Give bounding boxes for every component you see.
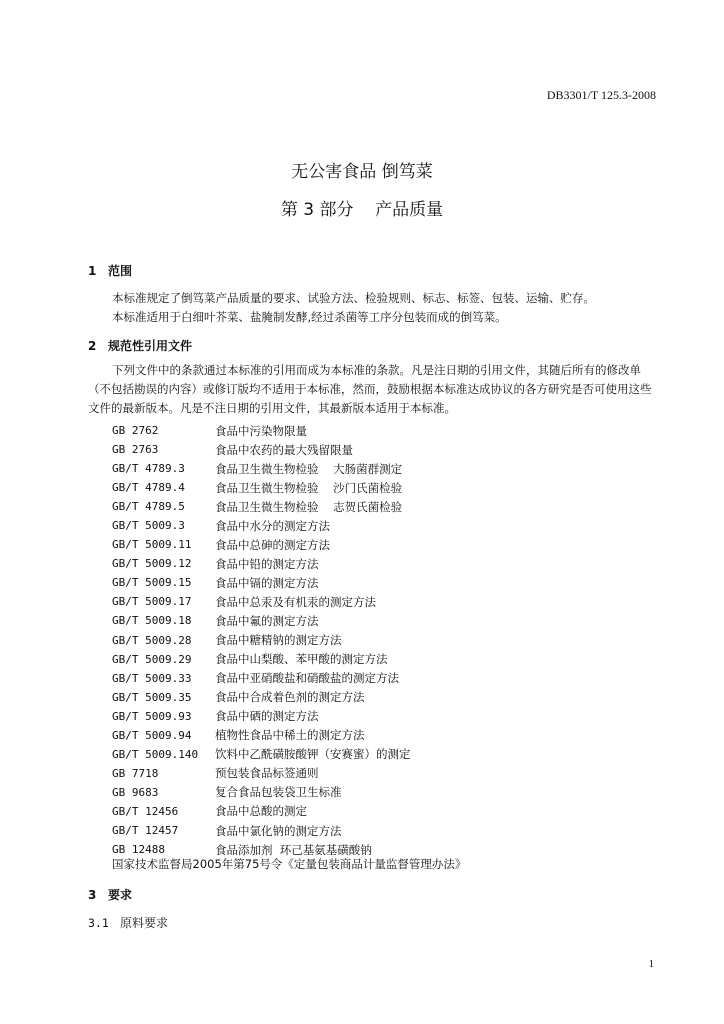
standard-name: 食品中氟的测定方法: [215, 613, 319, 628]
standard-code: GB 12488: [112, 843, 165, 857]
section-number: 1: [88, 264, 97, 278]
document-code: DB3301/T 125.3-2008: [546, 88, 656, 102]
list-item: [112, 669, 411, 688]
decree-reference: 国家技术监督局2005年第75号令《定量包装商品计量监督管理办法》: [112, 857, 467, 871]
list-item: [112, 707, 411, 726]
standard-name: 食品卫生微生物检验 大肠菌群测定: [215, 461, 403, 476]
list-item: [112, 554, 411, 573]
standard-name: 食品中氯化钠的测定方法: [215, 823, 342, 838]
list-item: [112, 573, 411, 592]
page-number: 1: [648, 958, 654, 970]
standard-name: 食品添加剂 环己基氨基磺酸钠: [215, 842, 372, 857]
standard-code: GB/T 5009.12: [112, 557, 192, 571]
list-item: [112, 497, 411, 516]
standard-code: GB 9683: [112, 785, 159, 799]
list-item: [112, 802, 411, 821]
list-item: [112, 650, 411, 669]
standard-code: GB/T 5009.33: [112, 671, 192, 685]
standard-code: GB/T 5009.28: [112, 633, 192, 647]
standard-code: GB/T 5009.35: [112, 690, 192, 704]
section-title: 要求: [108, 888, 133, 902]
standard-code: GB 2762: [112, 424, 159, 438]
subsection-number: 3.1: [88, 916, 109, 930]
standards-list: [112, 421, 411, 859]
standard-code: GB 7718: [112, 766, 159, 780]
scope-line-2: 本标准适用于白细叶芥菜、盐腌制发酵,经过杀菌等工序分包装而成的倒笃菜。: [112, 310, 507, 324]
standard-code: GB/T 5009.93: [112, 709, 192, 723]
list-item: [112, 631, 411, 650]
standard-name: 食品卫生微生物检验 沙门氏菌检验: [215, 480, 403, 495]
section-title: 规范性引用文件: [108, 339, 193, 353]
standard-code: GB/T 4789.4: [112, 481, 185, 495]
standard-name: 食品中总酸的测定: [215, 804, 307, 819]
subsection-3-1-heading: [88, 914, 168, 931]
list-item: [112, 783, 411, 802]
scope-line-1: 本标准规定了倒笃菜产品质量的要求、试验方法、检验规则、标志、标签、包装、运输、贮存。: [112, 291, 595, 305]
standard-code: GB/T 5009.18: [112, 614, 192, 628]
section-2-heading: [88, 337, 192, 354]
standard-name: 食品中糖精钠的测定方法: [215, 633, 342, 648]
list-item: [112, 821, 411, 840]
section-3-heading: [88, 886, 132, 903]
standard-code: GB/T 5009.29: [112, 652, 192, 666]
section-1-heading: [88, 262, 132, 279]
standard-name: 植物性食品中稀土的测定方法: [215, 728, 365, 743]
list-item: [112, 688, 411, 707]
standard-code: GB/T 5009.15: [112, 576, 192, 590]
list-item: [112, 592, 411, 611]
standard-code: GB/T 5009.17: [112, 595, 192, 609]
standard-code: GB/T 12457: [112, 824, 179, 837]
standard-code: GB/T 12456: [112, 804, 179, 818]
list-item: [112, 745, 411, 764]
standard-name: 食品中合成着色剂的测定方法: [215, 690, 365, 705]
standard-name: 复合食品包装袋卫生标准: [215, 785, 342, 800]
standard-name: 食品卫生微生物检验 志贺氏菌检验: [215, 499, 403, 514]
list-item: [112, 459, 411, 478]
section-number: 3: [88, 888, 97, 902]
standard-name: 食品中总砷的测定方法: [215, 537, 330, 552]
standard-code: GB/T 4789.3: [112, 462, 185, 476]
standard-name: 食品中污染物限量: [215, 423, 307, 438]
standard-name: 食品中亚硝酸盐和硝酸盐的测定方法: [215, 671, 399, 686]
standard-name: 食品中总汞及有机汞的测定方法: [215, 594, 376, 609]
section-number: 2: [88, 339, 97, 353]
standard-name: 饮料中乙酰磺胺酸钾（安赛蜜）的测定: [215, 747, 411, 762]
standard-name: 食品中农药的最大残留限量: [215, 442, 353, 457]
standard-code: GB/T 5009.94: [112, 728, 192, 742]
list-item: [112, 421, 411, 440]
standard-name: 食品中镉的测定方法: [215, 575, 319, 590]
list-item: [112, 535, 411, 554]
section-title: 范围: [108, 264, 133, 278]
list-item: [112, 726, 411, 745]
standard-name: 食品中铅的测定方法: [215, 556, 319, 571]
normative-references-paragraph: 下列文件中的条款通过本标准的引用而成为本标准的条款。凡是注日期的引用文件，其随后所有的修改单（不包括勘误的内容）或修订版均不适用于本标准，然而，鼓励根据本标准达成协议的各方研究是否可使用这些文件的最新版本。凡是不注日期的引用文件，其最新版本适用于本标准。: [88, 363, 652, 415]
list-item: [112, 516, 411, 535]
standard-name: 食品中硒的测定方法: [215, 709, 319, 724]
standard-code: GB/T 4789.5: [112, 500, 185, 514]
list-item: [112, 611, 411, 630]
list-item: [112, 478, 411, 497]
list-item: [112, 440, 411, 459]
standard-code: GB/T 5009.11: [112, 538, 192, 552]
standard-code: GB 2763: [112, 443, 159, 457]
standard-code: GB/T 5009.3: [112, 519, 185, 533]
standard-name: 食品中水分的测定方法: [215, 518, 330, 533]
subsection-title: 原料要求: [120, 916, 169, 930]
list-item: [112, 764, 411, 783]
standard-name: 预包装食品标签通则: [215, 766, 319, 781]
standard-code: GB/T 5009.140: [112, 747, 199, 761]
standard-name: 食品中山梨酸、苯甲酸的测定方法: [215, 652, 388, 667]
document-title: 无公害食品 倒笃菜: [291, 162, 433, 182]
document-subtitle: 第 3 部分 产品质量: [280, 200, 444, 220]
